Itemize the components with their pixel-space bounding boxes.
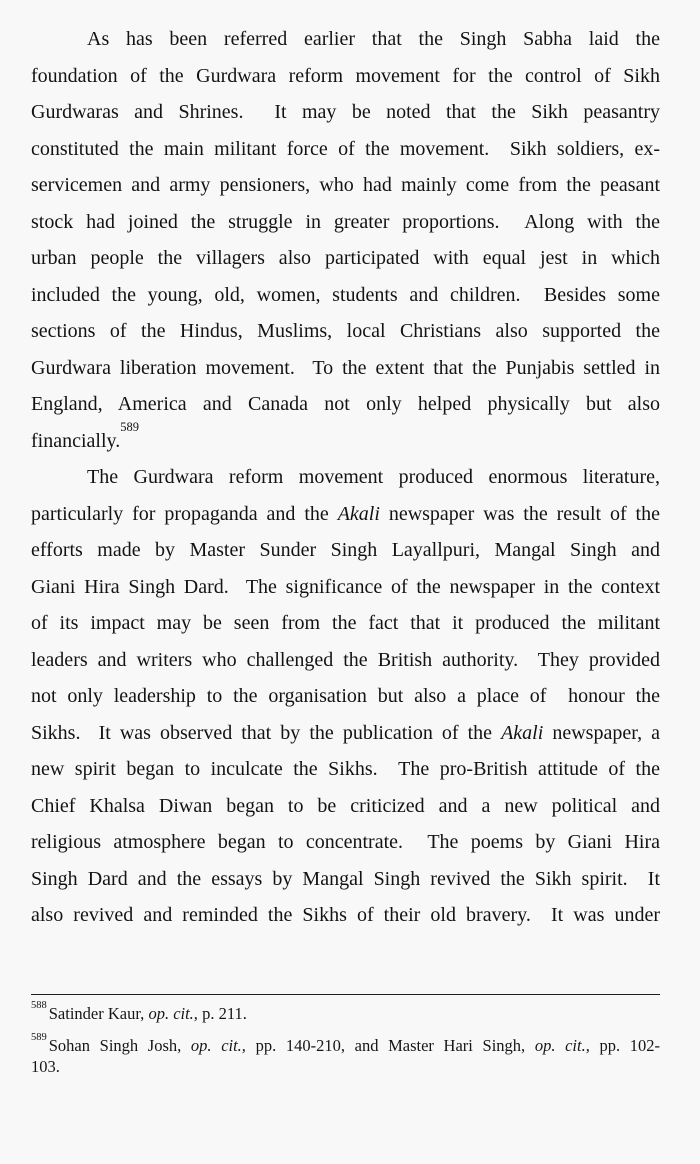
text-line: financially.$^{589}$	[31, 419, 139, 452]
text-line: religious atmosphere began to concentrate. The poems by Giani Hira	[31, 831, 660, 853]
text-line: The Gurdwara reform movement produced enormous literature,	[87, 466, 660, 488]
text-line: Singh Dard and the essays by Mangal Singh revived the Sikh spirit. It	[31, 867, 660, 890]
text-line: also revived and reminded the Sikhs of their old bravery. It was under	[31, 904, 660, 926]
text-line: Gurdwara liberation movement. To the extent that the Punjabis settled in	[31, 356, 660, 379]
footnote-area	[31, 994, 660, 1077]
footnote-line: 103.	[31, 1056, 60, 1076]
text-line: Sikhs. It was observed that by the publication of the Akali newspaper, a	[31, 721, 660, 744]
footnote-reference: 589	[120, 419, 139, 434]
text-line: included the young, old, women, students and children. Besides some	[31, 283, 660, 306]
text-line: particularly for propaganda and the Akali newspaper was the result of the	[31, 502, 660, 525]
footnote-line: $^{588}$ Satinder Kaur, op. cit., p. 211.	[31, 999, 247, 1023]
text-line: Chief Khalsa Diwan began to be criticized and a new political and	[31, 794, 660, 817]
page-body-text	[31, 21, 660, 934]
paragraph-1	[31, 21, 660, 459]
text-line: Gurdwaras and Shrines. It may be noted that the Sikh peasantry	[31, 101, 660, 123]
text-line: urban people the villagers also participated with equal jest in which	[31, 247, 660, 269]
footnote-separator-rule	[31, 994, 660, 995]
text-line: constituted the main militant force of the movement. Sikh soldiers, ex-	[31, 137, 660, 160]
text-line: England, America and Canada not only helped physically but also	[31, 393, 660, 415]
text-line: As has been referred earlier that the Singh Sabha laid the	[87, 28, 660, 50]
footnote-list	[31, 999, 660, 1077]
footnote-marker: 588	[31, 999, 47, 1011]
footnote-marker: 589	[31, 1031, 47, 1043]
text-line: foundation of the Gurdwara reform movement for the control of Sikh	[31, 64, 660, 87]
text-line: efforts made by Master Sunder Singh Layallpuri, Mangal Singh and	[31, 539, 660, 561]
text-line: sections of the Hindus, Muslims, local Christians also supported the	[31, 320, 660, 342]
text-line: leaders and writers who challenged the British authority. They provided	[31, 648, 660, 671]
footnote-588	[31, 999, 660, 1024]
footnote-589	[31, 1031, 660, 1077]
text-line: new spirit began to inculcate the Sikhs. The pro-British attitude of the	[31, 758, 660, 780]
footnote-line: $^{589}$ Sohan Singh Josh, op. cit., pp. 140-210, and Master Hari Singh, op. cit., pp. 102-	[31, 1031, 660, 1056]
paragraph-2	[31, 459, 660, 934]
text-line: servicemen and army pensioners, who had mainly come from the peasant	[31, 174, 660, 196]
text-line: of its impact may be seen from the fact that it produced the militant	[31, 612, 660, 634]
text-line: not only leadership to the organisation but also a place of honour the	[31, 685, 660, 707]
text-line: Giani Hira Singh Dard. The significance of the newspaper in the context	[31, 575, 660, 598]
text-line: stock had joined the struggle in greater proportions. Along with the	[31, 210, 660, 233]
